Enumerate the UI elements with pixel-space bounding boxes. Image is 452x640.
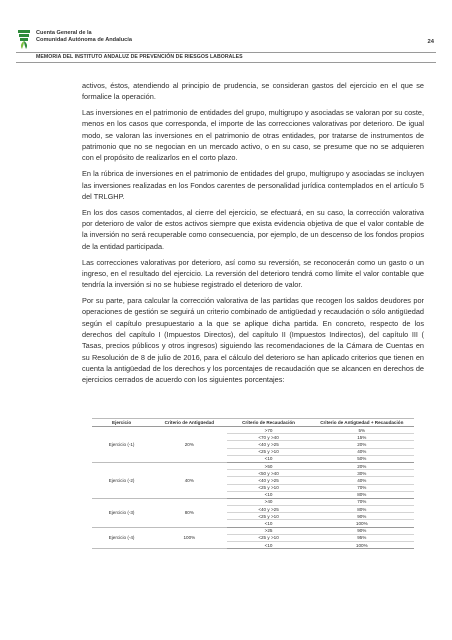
cell-recaudacion: <40 y >25 xyxy=(227,477,309,484)
cell-recaudacion: >40 xyxy=(227,498,309,505)
cell-ejercicio: Ejercicio (-2) xyxy=(92,462,151,498)
table-row xyxy=(92,498,414,505)
paragraph: En los dos casos comentados, al cierre del ejercicio, se efectuará, en su caso, la corrección valorativa por deterioro de valor de estos activos siempre que exista evidencia objetiva de que el valor contable de la inversión no será recuperable como consecuencia, por ejemplo, de un descenso de los fondos propios de la entidad participada. xyxy=(82,207,424,251)
cell-combinado: 70% xyxy=(310,484,414,491)
cell-recaudacion: <25 y >10 xyxy=(227,484,309,491)
cell-ejercicio: Ejercicio (-4) xyxy=(92,527,151,549)
cell-recaudacion: >50 xyxy=(227,462,309,469)
table-row xyxy=(92,427,414,434)
cell-combinado: 100% xyxy=(310,520,414,527)
cell-combinado: 90% xyxy=(310,527,414,534)
cell-antiguedad: 100% xyxy=(151,527,227,549)
paragraph: Las inversiones en el patrimonio de entidades del grupo, multigrupo y asociadas se valoran por su coste, menos en los casos que corresponda, el importe de las correcciones valorativas por deterioro. De igual modo, se valoran las inversiones en el patrimonio de otras entidades, por tratarse de instrumentos de patrimonio que no se negocian en un mercado activo, o en su caso, se presume que no se adquieren con el propósito de realizarlos en el corto plazo. xyxy=(82,108,424,163)
cell-antiguedad: 80% xyxy=(151,498,227,527)
cell-combinado: 80% xyxy=(310,491,414,498)
cell-recaudacion: <25 y >10 xyxy=(227,448,309,455)
cell-combinado: 20% xyxy=(310,441,414,448)
header-antiguedad: Criterio de Antigüedad xyxy=(151,419,227,427)
cell-combinado: 90% xyxy=(310,513,414,520)
header-divider-bottom xyxy=(16,62,436,63)
org-line-2: Comunidad Autónoma de Andalucía xyxy=(36,37,132,43)
cell-recaudacion: <10 xyxy=(227,520,309,527)
cell-recaudacion: >70 xyxy=(227,427,309,434)
cell-recaudacion: >25 xyxy=(227,527,309,534)
cell-combinado: 40% xyxy=(310,477,414,484)
cell-recaudacion: <10 xyxy=(227,542,309,549)
paragraph: activos, éstos, atendiendo al principio de prudencia, se consideran gastos del ejercicio en el que se formalice la operación. xyxy=(82,81,424,102)
org-line-1: Cuenta General de la xyxy=(36,30,92,36)
body-text xyxy=(82,80,424,390)
cell-combinado: 20% xyxy=(310,462,414,469)
cell-antiguedad: 20% xyxy=(151,427,227,463)
cell-recaudacion: <40 y >25 xyxy=(227,441,309,448)
page-number: 24 xyxy=(427,39,434,45)
document-subtitle: MEMORIA DEL INSTITUTO ANDALUZ DE PREVENCIÓN DE RIESGOS LABORALES xyxy=(36,54,243,60)
header-combinado: Criterio de Antigüedad + Recaudación xyxy=(310,419,414,427)
cell-combinado: 40% xyxy=(310,448,414,455)
cell-antiguedad: 40% xyxy=(151,462,227,498)
cell-combinado: 80% xyxy=(310,506,414,513)
cell-combinado: 30% xyxy=(310,470,414,477)
cell-recaudacion: <40 y >25 xyxy=(227,506,309,513)
paragraph: Las correcciones valorativas por deterioro, así como su reversión, se reconocerán como un gasto o un ingreso, en el resultado del ejercicio. La reversión del deterioro tendrá como límite el valor contable que tendría la inversión si no se hubiese registrado el deterioro de valor. xyxy=(82,257,424,290)
cell-recaudacion: <50 y >40 xyxy=(227,470,309,477)
cell-recaudacion: <25 y >10 xyxy=(227,534,309,541)
paragraph: Por su parte, para calcular la corrección valorativa de las partidas que recogen los saldos deudores por operaciones de gestión se seguirá un criterio combinado de antigüedad y recaudación o sólo antigüedad según el capítulo presupuestario a la que se aplique dicha partida. En concreto, respecto de los derechos del capítulo I (Impuestos Directos), del capítulo II (Impuestos Indirectos), del capítulo III ( Tasas, precios públicos y otros ingresos) siguiendo las recomendaciones de la Cámara de Cuentas en su Resolución de 8 de julio de 2016, para el cálculo del deterioro se han aplicado criterios que tienen en cuenta la antigüedad de los derechos y los porcentajes de recaudación que se alcancen en derechos de ejercicios cerrados de acuerdo con los siguientes porcentajes: xyxy=(82,296,424,385)
header-recaudacion: Criterio de Recaudación xyxy=(227,419,309,427)
cell-combinado: 95% xyxy=(310,534,414,541)
deterioro-criteria-table xyxy=(92,418,414,549)
table-body xyxy=(92,427,414,549)
table-header-row xyxy=(92,419,414,427)
page-header xyxy=(16,28,436,64)
cell-recaudacion: <70 y >40 xyxy=(227,434,309,441)
header-divider-top xyxy=(16,52,436,53)
cell-combinado: 50% xyxy=(310,455,414,462)
cell-recaudacion: <25 y >10 xyxy=(227,513,309,520)
cell-combinado: 15% xyxy=(310,434,414,441)
cell-combinado: 70% xyxy=(310,498,414,505)
andalucia-logo-icon xyxy=(16,28,32,50)
cell-recaudacion: <10 xyxy=(227,455,309,462)
cell-combinado: 100% xyxy=(310,542,414,549)
cell-combinado: 5% xyxy=(310,427,414,434)
header-ejercicio: Ejercicio xyxy=(92,419,151,427)
organization-name xyxy=(36,30,132,44)
paragraph: En la rúbrica de inversiones en el patrimonio de entidades del grupo, multigrupo y asociadas se incluyen las inversiones realizadas en los Fondos carentes de personalidad jurídica contemplados en el artículo 5 del TRLGHP. xyxy=(82,169,424,201)
table-row xyxy=(92,527,414,534)
cell-ejercicio: Ejercicio (-1) xyxy=(92,427,151,463)
cell-recaudacion: <10 xyxy=(227,491,309,498)
cell-ejercicio: Ejercicio (-3) xyxy=(92,498,151,527)
table-row xyxy=(92,462,414,469)
